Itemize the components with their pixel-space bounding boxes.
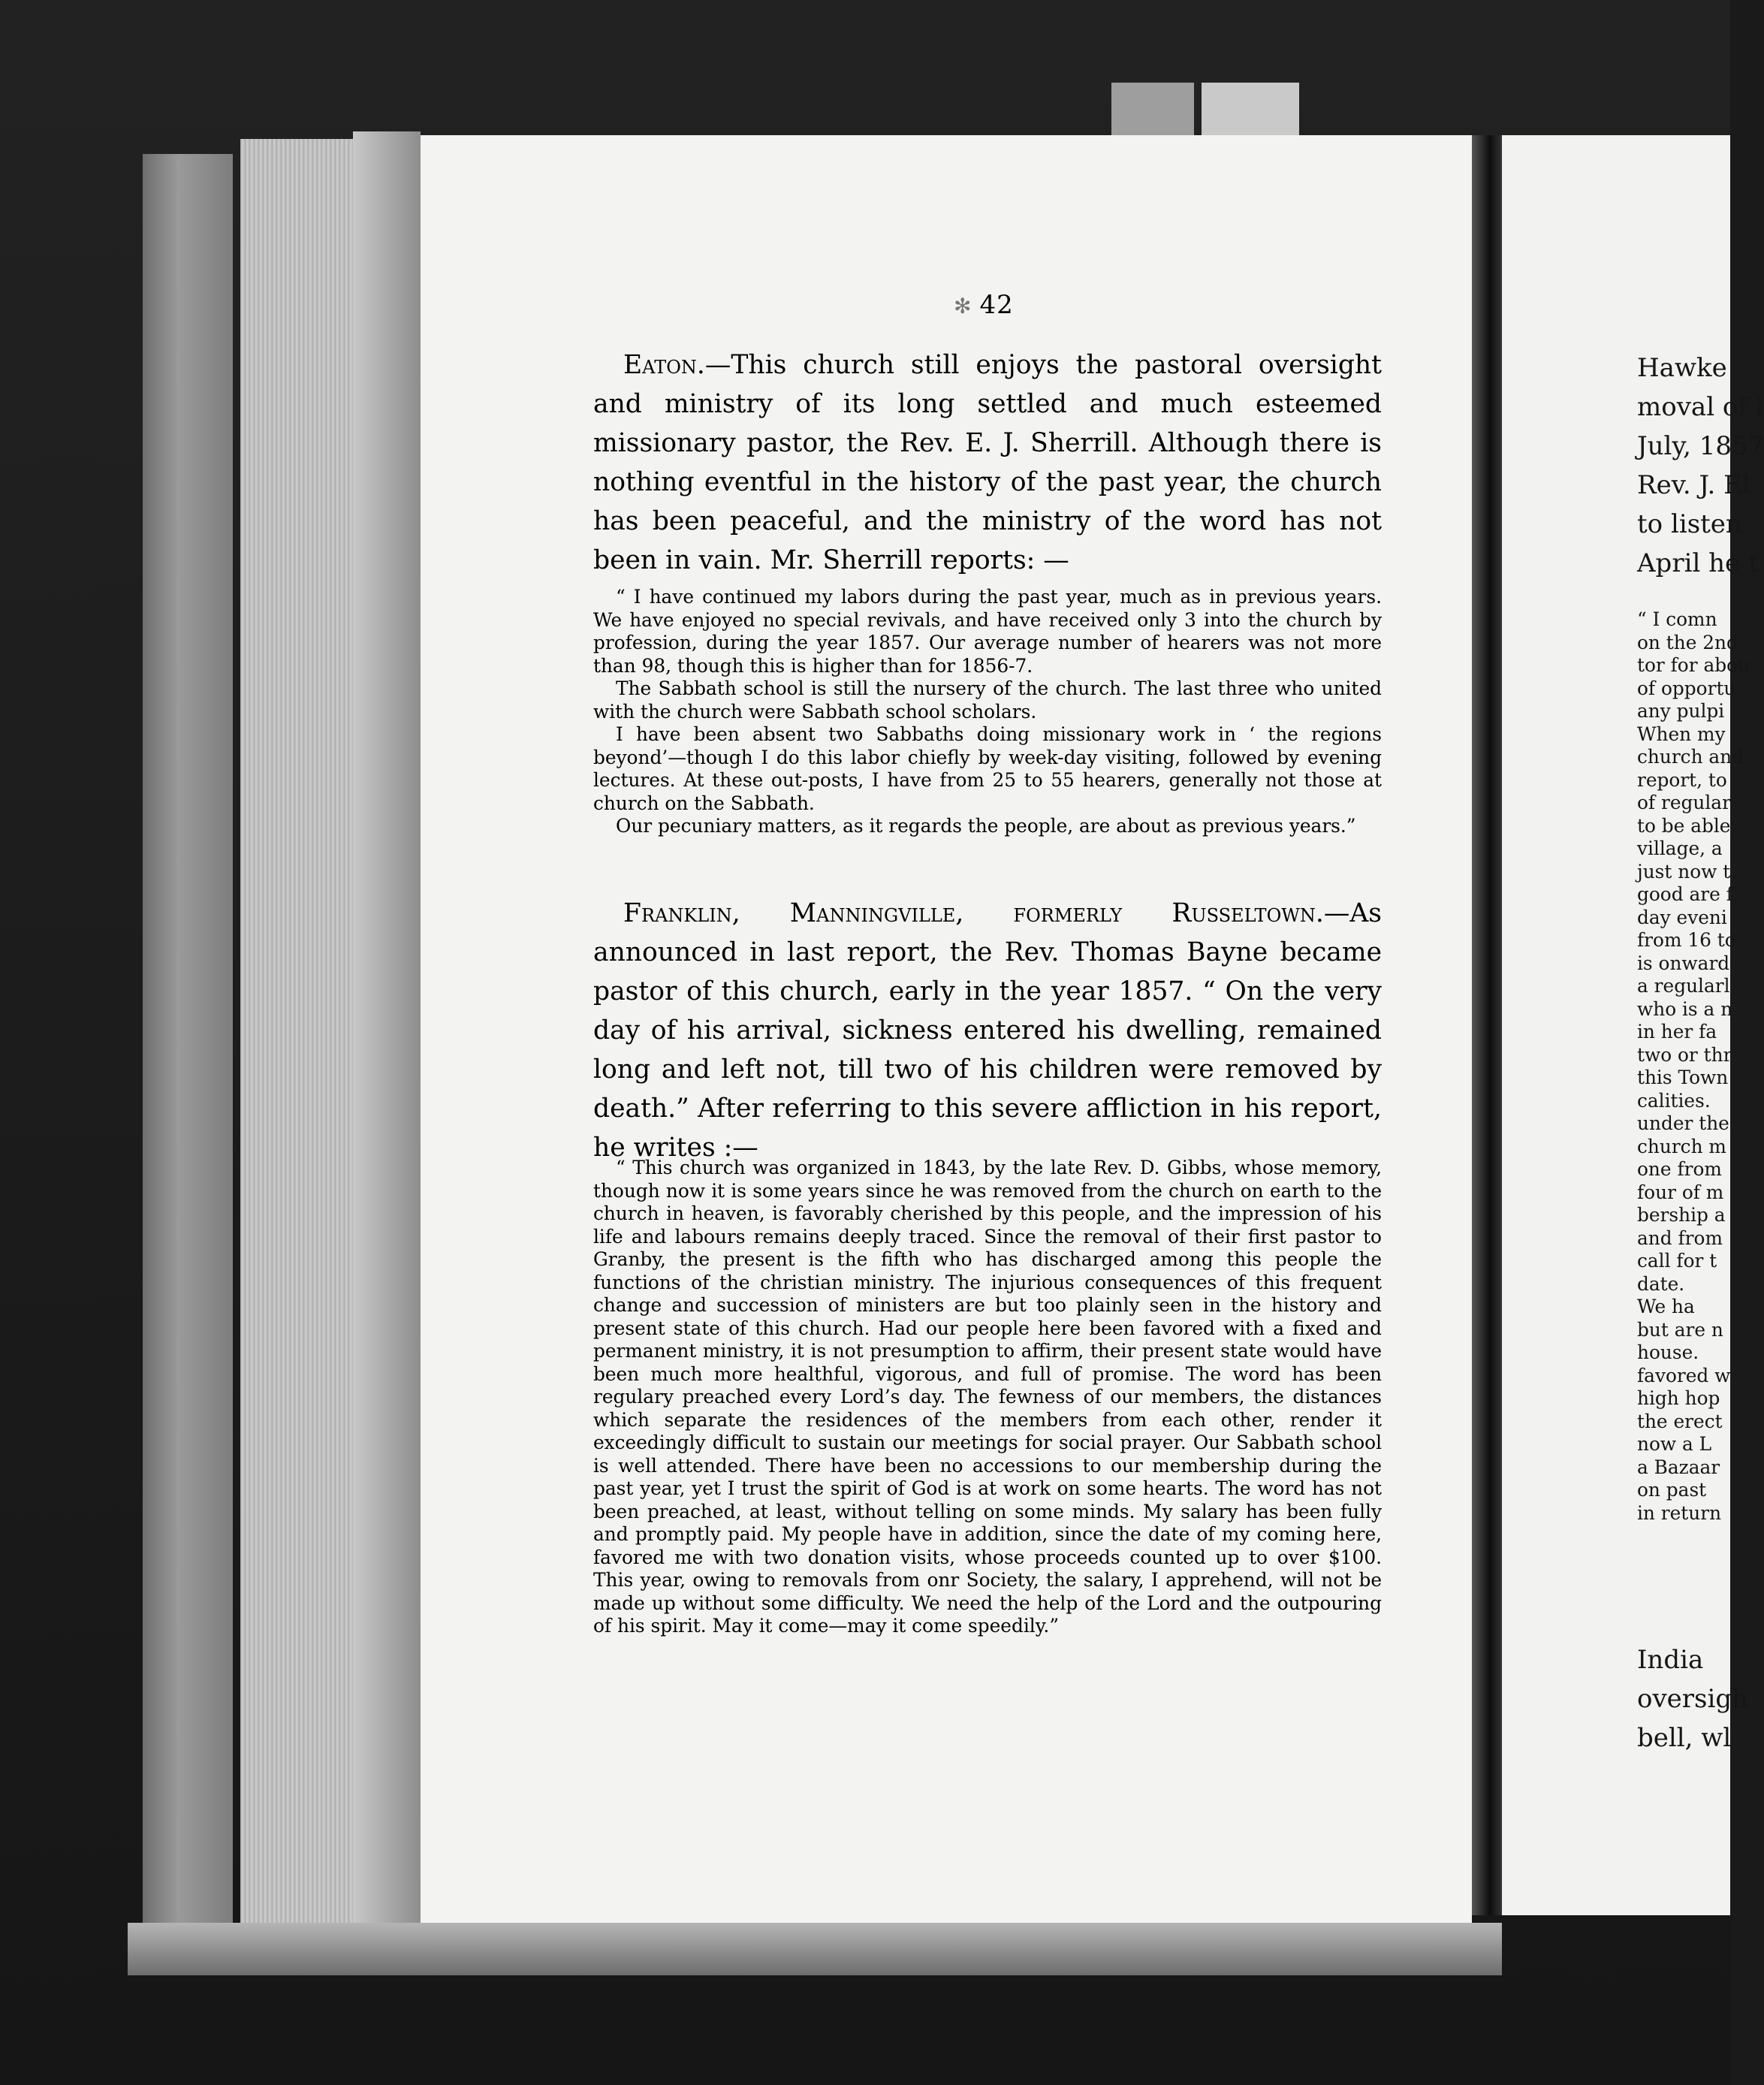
franklin-paragraph [593, 894, 1382, 1167]
right-page-line: is onward [1637, 952, 1730, 974]
right-page-line: of opportu [1637, 677, 1736, 699]
quote-paragraph: “ I have continued my labors during the past year, much as in previous years. We have enjoyed no special revivals, and have received only 3 into the church by profession, during the year 1857. Our average number of hearers was not more than 98, though this is higher than for 1856-7. [593, 586, 1382, 677]
book-edge-shadow [353, 131, 421, 1942]
right-page-line: this Town [1637, 1067, 1729, 1088]
right-page-line: under the [1637, 1112, 1729, 1134]
eaton-paragraph [593, 345, 1382, 580]
right-page-partial [1502, 135, 1764, 1915]
right-page-line: India [1637, 1645, 1704, 1675]
right-page-line: now a L [1637, 1433, 1712, 1455]
bayne-quote [593, 1157, 1382, 1638]
right-page-line: to be able [1637, 814, 1731, 837]
right-page-line: tor for abou [1637, 654, 1750, 676]
right-page-line: on past [1637, 1479, 1707, 1501]
right-page-line: high hop [1637, 1387, 1720, 1409]
franklin-text: —As announced in last report, the Rev. Thomas Bayne became pastor of this church, early in the year 1857. “ On the very day of his arrival, sickness entered his dwelling, remained long and left not, till two of his children were removed by death.” After referring to this severe affliction in his report, he writes :— [593, 898, 1382, 1163]
page-tab [1202, 83, 1299, 143]
right-page-line: any pulpi [1637, 700, 1725, 722]
eaton-text: —This church still enjoys the pastoral oversight and ministry of its long settled and much esteemed missionary pastor, the Rev. E. J. Sherrill. Although there is nothing eventful in the history of the past year, the church has been peaceful, and the ministry of the word has not been in vain. Mr. Sherrill reports: — [593, 350, 1382, 575]
right-page-line: who is a n [1637, 997, 1733, 1020]
right-page-line: favored w [1637, 1364, 1731, 1386]
right-page-line: church m [1637, 1135, 1726, 1157]
right-page-line: house. [1637, 1341, 1699, 1363]
right-page-line: day eveni [1637, 906, 1727, 928]
right-page-line: four of m [1637, 1181, 1724, 1203]
quote-paragraph: “ This church was organized in 1843, by the late Rev. D. Gibbs, whose memory, though now it is some years since he was removed from the church on earth to the church in heaven, is favorably cherished by this people, and the impression of his life and labours remains deeply traced. Since the removal of their first pastor to Granby, the present is the fifth who has discharged among this people the functions of the christian ministry. The injurious consequences of this frequent change and succession of ministers are but too plainly seen in the history and present state of this church. Had our people here been favored with a fixed and permanent ministry, it is not presumption to affirm, their present state would have been much more healthful, vigorous, and full of promise. The word has been regulary preached every Lord’s day. The fewness of our members, the distances which separate the residences of the members from each other, render it exceedingly difficult to sustain our meetings for social prayer. Our Sabbath school is well attended. There have been no accessions to our membership during the past year, yet I trust the spirit of God is at work on some hearts. The word has not been preached, at least, without telling on some minds. My salary has been fully and promptly paid. My people have in addition, since the date of my coming here, favored me with two donation visits, whose proceeds counted up to over $100. This year, owing to removals from onr Society, the salary, I apprehend, will not be made up without some difficulty. We need the help of the Lord and the outpouring of his spirit. May it come—may it come speedily.” [593, 1157, 1382, 1637]
right-page-line: in return [1637, 1501, 1722, 1524]
book-edge [143, 154, 233, 1927]
right-page-line: “ I comn [1637, 608, 1717, 630]
right-page-line: bership a [1637, 1204, 1726, 1226]
right-page-line: calities. [1637, 1089, 1711, 1112]
right-page-line: and from [1637, 1227, 1723, 1249]
right-page-line: report, to [1637, 768, 1727, 791]
eaton-heading: Eaton. [623, 350, 705, 380]
right-page-line: call for t [1637, 1250, 1717, 1272]
right-page-line: but are n [1637, 1318, 1723, 1341]
book-gutter [1472, 135, 1502, 1915]
eaton-section [593, 345, 1382, 580]
right-page-line: the erect [1637, 1410, 1723, 1432]
right-page-line: When my [1637, 723, 1726, 745]
right-page-line: oversigh [1637, 1684, 1749, 1714]
page-number: ✻ 42 [954, 290, 1014, 320]
right-page-line: on the 2nd [1637, 631, 1738, 653]
right-page-line: two or thr [1637, 1043, 1732, 1066]
right-page-line: just now t [1637, 860, 1731, 883]
right-page-line: in her fa [1637, 1021, 1717, 1042]
right-page-line: July, 1857 [1637, 431, 1764, 461]
page-tab [1111, 83, 1194, 143]
right-page-line: moval of i [1637, 392, 1764, 422]
right-page-line: We ha [1637, 1296, 1695, 1317]
book-page-edges [240, 139, 353, 1942]
right-page-line: church and [1637, 746, 1744, 768]
right-page-line: to listen [1637, 509, 1742, 539]
right-page-line: from 16 to [1637, 929, 1736, 951]
right-page-line: of regular [1637, 792, 1731, 813]
franklin-section [593, 894, 1382, 1167]
right-page-line: one from [1637, 1158, 1722, 1180]
right-page-line: village, a [1637, 837, 1723, 859]
right-page-line: good are f [1637, 883, 1733, 905]
quote-paragraph: I have been absent two Sabbaths doing missionary work in ‘ the regions beyond’—though I do this labor chiefly by week-day visiting, followed by evening lectures. At these out-posts, I have from 25 to 55 hearers, generally not those at church on the Sabbath. [593, 723, 1382, 814]
right-page-line: April he t [1637, 548, 1759, 578]
quote-paragraph: Our pecuniary matters, as it regards the people, are about as previous years.” [616, 815, 1356, 837]
right-page-line: a regularl [1637, 975, 1730, 997]
franklin-heading: Franklin, Manningville, formerly Russeltown. [623, 898, 1324, 928]
right-page-line: a Bazaar [1637, 1456, 1720, 1478]
right-page-line: Rev. J. El [1637, 470, 1750, 500]
right-page-line: date. [1637, 1272, 1685, 1295]
book-bottom-edge [128, 1923, 1502, 1975]
right-page-line: Hawke [1637, 353, 1727, 383]
sherrill-quote [593, 586, 1382, 838]
right-page-line: bell, wl [1637, 1723, 1732, 1753]
quote-paragraph: The Sabbath school is still the nursery of the church. The last three who united with the church were Sabbath school scholars. [593, 677, 1382, 723]
